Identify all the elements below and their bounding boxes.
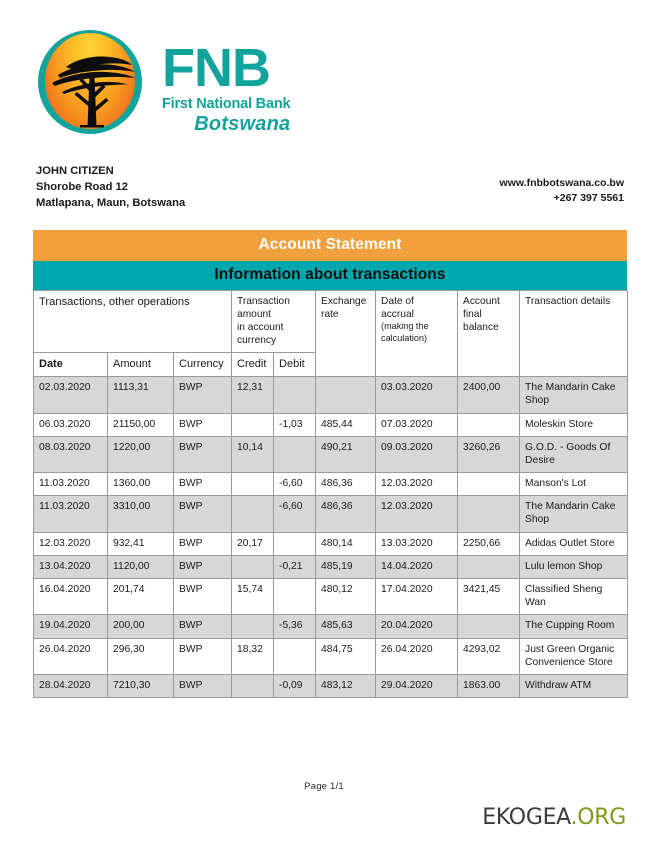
bank-website[interactable]: www.fnbbotswana.co.bw bbox=[499, 177, 624, 189]
cell-currency: BWP bbox=[174, 578, 232, 614]
cell-debit bbox=[274, 436, 316, 472]
col-currency: Currency bbox=[174, 353, 232, 377]
cell-currency: BWP bbox=[174, 496, 232, 532]
cell-date: 08.03.2020 bbox=[34, 436, 108, 472]
cell-amount: 3310,00 bbox=[108, 496, 174, 532]
bank-phone: +267 397 5561 bbox=[553, 192, 624, 205]
cell-debit bbox=[274, 532, 316, 555]
cell-exchange-rate: 486,36 bbox=[316, 473, 376, 496]
transactions-table bbox=[33, 290, 628, 698]
cell-exchange-rate: 483,12 bbox=[316, 674, 376, 697]
cell-debit bbox=[274, 578, 316, 614]
cell-date: 06.03.2020 bbox=[34, 413, 108, 436]
cell-date: 19.04.2020 bbox=[34, 615, 108, 638]
col-account-final-balance bbox=[458, 291, 520, 377]
cell-credit bbox=[232, 496, 274, 532]
watermark-main: EKOGEA bbox=[482, 805, 571, 830]
accrual-line1: Date of bbox=[381, 296, 414, 307]
cell-details: Withdraw ATM bbox=[520, 674, 628, 697]
table-row bbox=[34, 638, 628, 674]
cell-date-of-accrual: 29.04.2020 bbox=[376, 674, 458, 697]
col-debit: Debit bbox=[274, 353, 316, 377]
wordmark-tagline: First National Bank bbox=[162, 95, 291, 112]
cell-credit: 10,14 bbox=[232, 436, 274, 472]
cell-exchange-rate: 480,12 bbox=[316, 578, 376, 614]
cell-final-balance: 2250,66 bbox=[458, 532, 520, 555]
cell-date-of-accrual: 09.03.2020 bbox=[376, 436, 458, 472]
cell-date-of-accrual: 07.03.2020 bbox=[376, 413, 458, 436]
col-group-transaction-amount bbox=[232, 291, 316, 353]
exchange-rate-line1: Exchange bbox=[321, 296, 367, 307]
cell-currency: BWP bbox=[174, 377, 232, 413]
cell-exchange-rate: 484,75 bbox=[316, 638, 376, 674]
acacia-tree-icon bbox=[36, 26, 148, 138]
cell-date-of-accrual: 03.03.2020 bbox=[376, 377, 458, 413]
cell-final-balance bbox=[458, 413, 520, 436]
cell-currency: BWP bbox=[174, 674, 232, 697]
cell-exchange-rate: 480,14 bbox=[316, 532, 376, 555]
wordmark-country: Botswana bbox=[194, 112, 291, 135]
statement-subtitle-banner: Information about transactions bbox=[33, 261, 627, 290]
col-transaction-details: Transaction details bbox=[520, 291, 628, 377]
bank-contact-block bbox=[500, 176, 624, 206]
cell-final-balance: 2400,00 bbox=[458, 377, 520, 413]
cell-date-of-accrual: 13.03.2020 bbox=[376, 532, 458, 555]
balance-line2: final bbox=[463, 309, 482, 321]
cell-debit bbox=[274, 638, 316, 674]
cell-credit: 18,32 bbox=[232, 638, 274, 674]
cell-currency: BWP bbox=[174, 473, 232, 496]
col-date-of-accrual bbox=[376, 291, 458, 377]
cell-exchange-rate: 485,19 bbox=[316, 555, 376, 578]
statement-body bbox=[33, 230, 627, 698]
cell-amount: 21150,00 bbox=[108, 413, 174, 436]
cell-amount: 932,41 bbox=[108, 532, 174, 555]
cell-amount: 1220,00 bbox=[108, 436, 174, 472]
cell-exchange-rate: 486,36 bbox=[316, 496, 376, 532]
cell-final-balance: 3260,26 bbox=[458, 436, 520, 472]
fnb-acacia-tree-logo-icon bbox=[36, 26, 148, 138]
cell-amount: 1120,00 bbox=[108, 555, 174, 578]
cell-date: 26.04.2020 bbox=[34, 638, 108, 674]
table-row bbox=[34, 436, 628, 472]
cell-date-of-accrual: 14.04.2020 bbox=[376, 555, 458, 578]
cell-amount: 296,30 bbox=[108, 638, 174, 674]
cell-date-of-accrual: 26.04.2020 bbox=[376, 638, 458, 674]
cell-currency: BWP bbox=[174, 413, 232, 436]
cell-credit bbox=[232, 555, 274, 578]
cell-date: 11.03.2020 bbox=[34, 496, 108, 532]
cell-debit: -0,21 bbox=[274, 555, 316, 578]
cell-final-balance bbox=[458, 555, 520, 578]
cell-credit bbox=[232, 473, 274, 496]
customer-address-line2: Matlapana, Maun, Botswana bbox=[36, 196, 186, 209]
cell-details: Manson's Lot bbox=[520, 473, 628, 496]
cell-debit: -5,36 bbox=[274, 615, 316, 638]
letterhead bbox=[36, 26, 290, 138]
cell-date-of-accrual: 17.04.2020 bbox=[376, 578, 458, 614]
table-row bbox=[34, 532, 628, 555]
statement-title-banner: Account Statement bbox=[33, 230, 627, 261]
fnb-wordmark bbox=[162, 26, 290, 136]
cell-currency: BWP bbox=[174, 436, 232, 472]
cell-currency: BWP bbox=[174, 638, 232, 674]
balance-line1: Account bbox=[463, 296, 500, 307]
cell-exchange-rate: 490,21 bbox=[316, 436, 376, 472]
tx-amount-line3: in account bbox=[237, 322, 284, 334]
col-credit: Credit bbox=[232, 353, 274, 377]
table-group-header-row bbox=[34, 291, 628, 353]
table-row bbox=[34, 578, 628, 614]
cell-exchange-rate: 485,63 bbox=[316, 615, 376, 638]
cell-date: 16.04.2020 bbox=[34, 578, 108, 614]
cell-credit bbox=[232, 615, 274, 638]
cell-exchange-rate: 485,44 bbox=[316, 413, 376, 436]
cell-details: The Mandarin Cake Shop bbox=[520, 377, 628, 413]
table-row bbox=[34, 615, 628, 638]
cell-final-balance bbox=[458, 496, 520, 532]
table-row bbox=[34, 413, 628, 436]
tx-amount-line2: amount bbox=[237, 309, 272, 321]
cell-debit: -1,03 bbox=[274, 413, 316, 436]
col-group-transactions: Transactions, other operations bbox=[34, 291, 232, 353]
cell-final-balance bbox=[458, 615, 520, 638]
cell-credit: 15,74 bbox=[232, 578, 274, 614]
table-row bbox=[34, 674, 628, 697]
cell-debit: -0,09 bbox=[274, 674, 316, 697]
cell-currency: BWP bbox=[174, 615, 232, 638]
cell-amount: 1113,31 bbox=[108, 377, 174, 413]
cell-credit: 20,17 bbox=[232, 532, 274, 555]
cell-date: 13.04.2020 bbox=[34, 555, 108, 578]
cell-final-balance: 1863.00 bbox=[458, 674, 520, 697]
cell-final-balance: 3421,45 bbox=[458, 578, 520, 614]
tx-amount-line4: currency bbox=[237, 335, 277, 347]
cell-date: 28.04.2020 bbox=[34, 674, 108, 697]
cell-amount: 7210,30 bbox=[108, 674, 174, 697]
cell-final-balance bbox=[458, 473, 520, 496]
exchange-rate-line2: rate bbox=[321, 309, 339, 321]
balance-line3: balance bbox=[463, 322, 499, 334]
cell-currency: BWP bbox=[174, 532, 232, 555]
table-row bbox=[34, 496, 628, 532]
cell-final-balance: 4293,02 bbox=[458, 638, 520, 674]
cell-date-of-accrual: 12.03.2020 bbox=[376, 473, 458, 496]
cell-currency: BWP bbox=[174, 555, 232, 578]
cell-date: 11.03.2020 bbox=[34, 473, 108, 496]
cell-exchange-rate bbox=[316, 377, 376, 413]
cell-details: Adidas Outlet Store bbox=[520, 532, 628, 555]
cell-date-of-accrual: 12.03.2020 bbox=[376, 496, 458, 532]
cell-credit bbox=[232, 413, 274, 436]
cell-debit bbox=[274, 377, 316, 413]
cell-date-of-accrual: 20.04.2020 bbox=[376, 615, 458, 638]
cell-details: The Cupping Room bbox=[520, 615, 628, 638]
cell-details: The Mandarin Cake Shop bbox=[520, 496, 628, 532]
cell-amount: 1360,00 bbox=[108, 473, 174, 496]
transactions-table-body bbox=[34, 377, 628, 698]
customer-address-line1: Shorobe Road 12 bbox=[36, 180, 129, 193]
tx-amount-line1: Transaction bbox=[237, 296, 290, 307]
cell-date: 12.03.2020 bbox=[34, 532, 108, 555]
col-exchange-rate bbox=[316, 291, 376, 377]
cell-amount: 200,00 bbox=[108, 615, 174, 638]
cell-details: Just Green Organic Convenience Store bbox=[520, 638, 628, 674]
wordmark-fnb: FNB bbox=[162, 38, 270, 98]
customer-name: JOHN CITIZEN bbox=[36, 165, 114, 177]
col-date: Date bbox=[34, 353, 108, 377]
cell-details: Moleskin Store bbox=[520, 413, 628, 436]
accrual-note: (making the calculation) bbox=[381, 321, 429, 343]
cell-details: Classified Sheng Wan bbox=[520, 578, 628, 614]
col-amount: Amount bbox=[108, 353, 174, 377]
watermark-tld: .ORG bbox=[570, 805, 626, 830]
cell-details: Lulu lemon Shop bbox=[520, 555, 628, 578]
accrual-line2: accrual bbox=[381, 309, 414, 321]
page-number: Page 1/1 bbox=[304, 781, 344, 792]
cell-debit: -6,60 bbox=[274, 496, 316, 532]
table-row bbox=[34, 377, 628, 413]
cell-credit: 12,31 bbox=[232, 377, 274, 413]
cell-credit bbox=[232, 674, 274, 697]
ekogea-watermark bbox=[482, 805, 626, 830]
cell-date: 02.03.2020 bbox=[34, 377, 108, 413]
table-row bbox=[34, 555, 628, 578]
table-row bbox=[34, 473, 628, 496]
cell-debit: -6,60 bbox=[274, 473, 316, 496]
customer-address-block bbox=[36, 164, 185, 212]
cell-details: G.O.D. - Goods Of Desire bbox=[520, 436, 628, 472]
cell-amount: 201,74 bbox=[108, 578, 174, 614]
